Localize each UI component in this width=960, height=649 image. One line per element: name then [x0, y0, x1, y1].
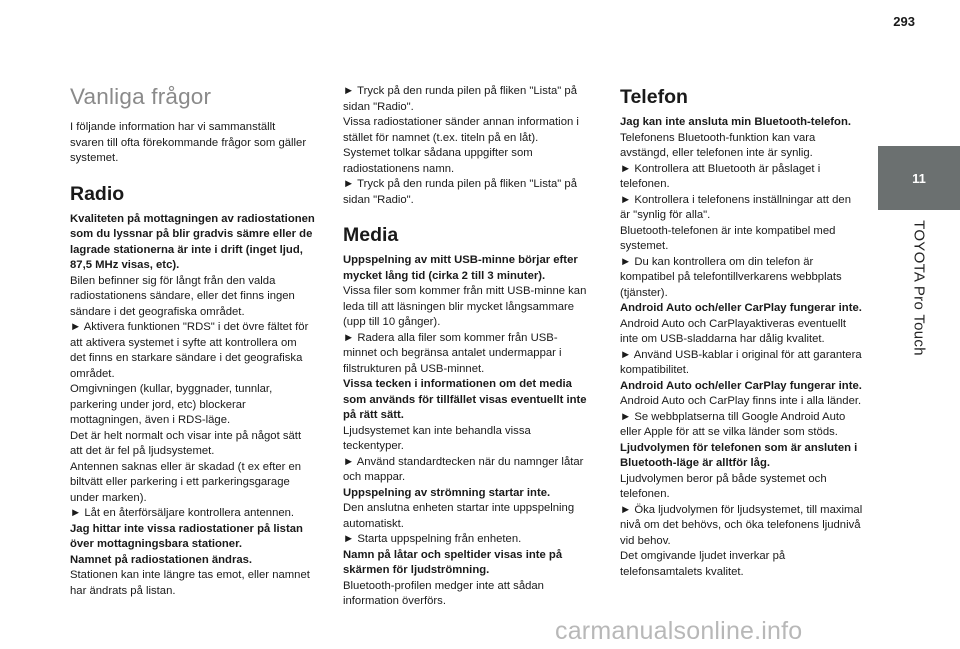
text-line: Namnet på radiostationen ändras.	[70, 553, 253, 566]
chapter-tab	[878, 146, 960, 210]
text-line: ► Tryck på den runda pilen på fliken "Lista" på	[343, 178, 577, 190]
text-line: 87,5 MHz visas, etc).	[70, 259, 180, 271]
column-faq-radio	[70, 82, 326, 599]
text-line: Android Auto och CarPlay finns inte i alla länder.	[620, 395, 862, 407]
text-line: Omgivningen (kullar, byggnader, tunnlar,	[70, 383, 273, 395]
text-line: lagrade stationerna är inte i drift (inget ljud,	[70, 243, 303, 256]
text-line: Den anslutna enheten startar inte uppspelning	[343, 502, 575, 514]
text-line: mottagningen, även i RDS-läge.	[70, 414, 231, 426]
text-line: över mottagningsbara stationer.	[70, 538, 243, 550]
text-line: Android Auto och CarPlayaktiveras eventuellt	[620, 317, 847, 330]
text-line: ► Radera alla filer som kommer från USB-	[343, 331, 558, 344]
page-number: 293	[893, 14, 915, 29]
text-line: ► Använd USB-kablar i original för att garantera	[620, 348, 862, 361]
text-line: är "synlig för alla".	[620, 209, 711, 221]
text-line: nivå om det behövs, och öka telefonens ljudnivå	[620, 519, 861, 531]
text-line: Det omgivande ljudet inverkar på	[620, 550, 786, 562]
text-line: automatiskt.	[343, 517, 404, 530]
text-line: telefonsamtalets kvalitet.	[620, 565, 744, 578]
text-line: ► Aktivera funktionen "RDS" i det övre fältet för	[70, 321, 309, 333]
text-line: Antennen saknas eller är skadad (t ex efter en	[70, 460, 302, 473]
text-line: Jag hittar inte vissa radiostationer på listan	[70, 522, 303, 535]
text-line: Jag kan inte ansluta min Bluetooth-telefon.	[620, 116, 851, 128]
text-line: ► Använd standardtecken när du namnger låtar	[343, 455, 584, 468]
text-line: avstängd, eller telefonen inte är synlig.	[620, 147, 813, 159]
text-line: eller Apple för att se vilka länder som stöds.	[620, 426, 838, 438]
text-line: ► Kontrollera i telefonens inställningar att den	[620, 193, 851, 206]
chapter-number: 11	[912, 170, 926, 186]
text-line: under marken).	[70, 491, 147, 504]
watermark: carmanualsonline.info	[555, 617, 803, 645]
text-line: (tjänster).	[620, 286, 668, 299]
text-line: sändare i det geografiska området.	[70, 305, 245, 318]
text-line: ► Se webbplatserna till Google Android Auto	[620, 410, 846, 423]
text-line: området.	[70, 367, 115, 380]
text-line: kompatibel på telefontillverkarens webbplats	[620, 271, 842, 283]
text-line: sidan "Radio".	[343, 100, 414, 113]
text-line: Stationen kan inte längre tas emot, eller namnet	[70, 569, 310, 581]
text-line: (upp till 10 gånger).	[343, 316, 441, 328]
text-line: Ljudvolymen beror på både systemet och	[620, 472, 827, 485]
text-line: och mappar.	[343, 471, 406, 483]
text-line: har ändrats på listan.	[70, 584, 176, 597]
text-line: mycket lång tid (cirka 2 till 3 minuter).	[343, 269, 546, 282]
media-heading: Media	[343, 224, 399, 246]
text-line: ► Öka ljudvolymen för ljudsystemet, till maximal	[620, 503, 863, 516]
side-section-label: TOYOTA Pro Touch	[910, 220, 928, 356]
text-line: systemet.	[70, 152, 119, 164]
text-line: Uppspelning av strömning startar inte.	[343, 486, 551, 499]
text-line: Telefonens Bluetooth-funktion kan vara	[620, 131, 816, 144]
text-line: Vissa filer som kommer från mitt USB-minne kan	[343, 285, 587, 297]
text-line: Ljudvolymen för telefonen som är ansluten i	[620, 441, 858, 454]
text-line: kompatibilitet.	[620, 364, 690, 376]
text-line: information överförs.	[343, 595, 446, 607]
text-line: telefonen.	[620, 178, 670, 190]
text-line: ► Tryck på den runda pilen på fliken "Lista" på	[343, 85, 577, 97]
text-line: biltvätt eller parkering i ett parkeringsgarage	[70, 476, 290, 488]
text-line: Ljudsystemet kan inte behandla vissa	[343, 424, 531, 437]
media-section-body	[343, 253, 601, 610]
text-line: Android Auto och/eller CarPlay fungerar inte.	[620, 379, 862, 392]
text-line: att aktivera systemet i syfte att kontrollera om	[70, 336, 297, 349]
page-title: Vanliga frågor	[70, 84, 212, 109]
text-line: systemet.	[620, 240, 669, 252]
text-line: Systemet tolkar sådana uppgifter som	[343, 147, 533, 159]
text-line: leda till att läsningen blir mycket långsammare	[343, 300, 575, 313]
text-line: telefonen.	[620, 488, 670, 500]
text-line: sidan "Radio".	[343, 193, 414, 206]
text-line: I följande information har vi sammanställt	[70, 121, 276, 133]
text-line: Bluetooth-telefonen är inte kompatibel med	[620, 224, 836, 237]
text-line: ► Starta uppspelning från enheten.	[343, 533, 522, 545]
text-line: inte om USB-sladdarna har dålig kvalitet.	[620, 333, 825, 345]
text-line: som du lyssnar på blir gradvis sämre eller de	[70, 228, 313, 240]
text-line: svaren till ofta förekommande frågor som gäller	[70, 136, 307, 149]
text-line: ► Låt en återförsäljare kontrollera antennen.	[70, 507, 295, 519]
text-line: radiostationens namn.	[343, 162, 455, 175]
phone-heading: Telefon	[620, 86, 688, 108]
radio-section-body	[70, 212, 326, 600]
radio-continued-body	[343, 84, 601, 208]
text-line: minnet och begränsa antalet undermappar i	[343, 347, 562, 359]
text-line: teckentyper.	[343, 440, 404, 452]
column-phone	[620, 84, 878, 580]
text-line: parkering under jord, etc) blockerar	[70, 398, 246, 411]
text-line: vid behov.	[620, 534, 671, 547]
text-line: Android Auto och/eller CarPlay fungerar inte.	[620, 302, 862, 314]
text-line: Bluetooth-profilen medger inte att sådan	[343, 579, 544, 592]
text-line: Vissa tecken i informationen om det media	[343, 378, 572, 390]
text-line: filstrukturen på USB-minnet.	[343, 362, 485, 375]
text-line: på rätt sätt.	[343, 409, 404, 421]
text-line: skärmen för ljudströmning.	[343, 564, 490, 576]
text-line: Bilen befinner sig för långt från den valda	[70, 274, 276, 287]
phone-section-body	[620, 115, 878, 580]
text-line: Det är helt normalt och visar inte på något sätt	[70, 429, 302, 442]
text-line: ► Du kan kontrollera om din telefon är	[620, 255, 814, 268]
text-line: det finns en starkare sändare i det geografiska	[70, 352, 303, 364]
column-radio-media	[343, 84, 601, 610]
text-line: ► Kontrollera att Bluetooth är påslaget i	[620, 162, 821, 175]
intro-paragraph	[70, 120, 326, 167]
text-line: Uppspelning av mitt USB-minne börjar efter	[343, 254, 578, 266]
radio-heading: Radio	[70, 182, 125, 205]
text-line: stället för namnet (t.ex. titeln på en låt).	[343, 131, 539, 144]
text-line: Bluetooth-läge är alltför låg.	[620, 457, 771, 469]
text-line: att det är fel på ljudsystemet.	[70, 445, 215, 457]
text-line: Kvaliteten på mottagningen av radiostationen	[70, 212, 315, 225]
text-line: radiostationens sändare, eller det finns ingen	[70, 290, 295, 302]
text-line: Namn på låtar och speltider visas inte på	[343, 548, 563, 561]
text-line: Vissa radiostationer sänder annan information i	[343, 116, 579, 128]
text-line: som används för tillfället visas eventuellt inte	[343, 393, 587, 406]
